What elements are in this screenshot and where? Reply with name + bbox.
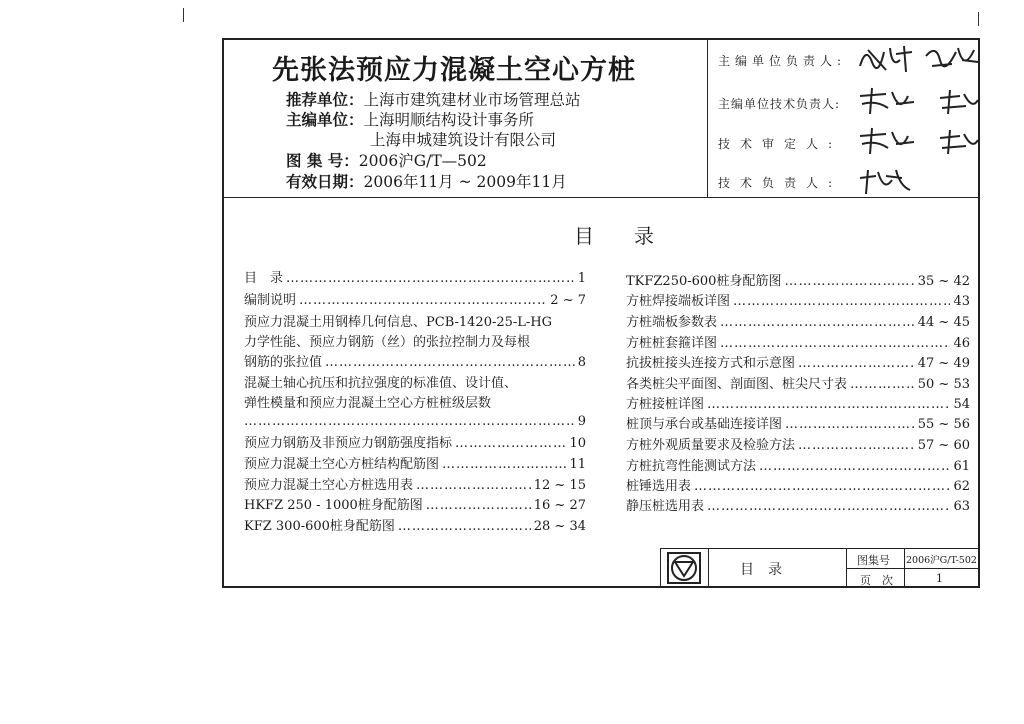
toc-entry-page: 63 xyxy=(953,499,970,514)
toc-entry[interactable] xyxy=(244,494,586,513)
leader-dots xyxy=(798,438,915,453)
toc-entry[interactable] xyxy=(244,267,586,286)
leader-dots xyxy=(798,356,915,371)
toc-entry-text: 各类桩尖平面图、剖面图、桩尖尺寸表 xyxy=(626,377,848,392)
toc-entry-text: HKFZ 250 - 1000桩身配筋图 xyxy=(244,498,423,513)
toc-entry-page: 2 ~ 7 xyxy=(550,293,586,308)
leader-dots xyxy=(720,336,950,351)
toc-entry-text: 预应力钢筋及非预应力钢筋强度指标 xyxy=(244,436,453,451)
toc-entry-text: 弹性模量和预应力混凝土空心方桩桩级层数 xyxy=(244,396,492,411)
tb-left-line xyxy=(660,548,661,588)
toc-entry-page: 62 xyxy=(953,479,970,494)
tb-atlas-value: 2006沪G/T-502 xyxy=(906,555,977,566)
toc-entry-page: 11 xyxy=(569,457,586,472)
leader-dots xyxy=(244,414,575,429)
leader-dots xyxy=(720,315,915,330)
tb-page-value: 1 xyxy=(936,572,943,585)
toc-entry-text: 方桩外观质量要求及检验方法 xyxy=(626,438,796,453)
leader-dots xyxy=(850,377,915,392)
toc-entry-text: TKFZ250-600桩身配筋图 xyxy=(626,274,782,289)
toc-entry[interactable] xyxy=(244,351,586,370)
leader-dots xyxy=(398,519,531,534)
toc-entry-text: 钢筋的张拉值 xyxy=(244,355,323,370)
toc-entry[interactable] xyxy=(626,270,970,289)
signature-4 xyxy=(856,166,916,198)
toc-entry-text: 桩锤选用表 xyxy=(626,479,692,494)
toc-entry-text: 方桩抗弯性能测试方法 xyxy=(626,459,757,474)
toc-entry-text: 抗拔桩接头连接方式和示意图 xyxy=(626,356,796,371)
leader-dots xyxy=(707,397,950,412)
toc-entry[interactable] xyxy=(244,289,586,308)
toc-entry-page: 28 ~ 34 xyxy=(533,519,586,534)
toc-entry[interactable] xyxy=(244,515,586,534)
toc-entry-page: 44 ~ 45 xyxy=(917,315,970,330)
toc-entry-text: 方桩端板参数表 xyxy=(626,315,718,330)
publisher-logo xyxy=(666,551,702,585)
toc-entry[interactable] xyxy=(244,311,586,330)
leader-dots xyxy=(785,417,915,432)
valid-value: 2006年11月 ~ 2009年11月 xyxy=(363,173,567,191)
leader-dots xyxy=(759,459,950,474)
toc-entry[interactable] xyxy=(244,372,586,391)
page-title: 先张法预应力混凝土空心方桩 xyxy=(272,55,636,86)
toc-entry-page: 54 xyxy=(953,397,970,412)
editor-label: 主编单位： xyxy=(286,110,364,129)
toc-entry[interactable] xyxy=(626,475,970,494)
toc-entry[interactable] xyxy=(626,352,970,371)
recommend-value: 上海市建筑建材业市场管理总站 xyxy=(363,91,581,109)
toc-entry[interactable] xyxy=(626,373,970,392)
toc-entry-page: 10 xyxy=(569,436,586,451)
toc-entry-page: 61 xyxy=(953,459,970,474)
toc-entry-text: 预应力混凝土空心方桩选用表 xyxy=(244,478,414,493)
leader-dots xyxy=(325,355,575,370)
signature-3 xyxy=(856,126,981,158)
toc-entry-page: 47 ~ 49 xyxy=(917,356,970,371)
editor-line xyxy=(286,110,534,130)
toc-entry[interactable] xyxy=(626,455,970,474)
toc-entry[interactable] xyxy=(244,474,586,493)
recommend-label: 推荐单位： xyxy=(286,90,364,109)
toc-entry-page: 50 ~ 53 xyxy=(917,377,970,392)
toc-entry[interactable] xyxy=(244,414,586,433)
toc-entry-text: 目 录 xyxy=(244,271,284,286)
leader-dots xyxy=(299,293,547,308)
valid-label: 有效日期： xyxy=(286,172,364,191)
toc-entry-page: 1 xyxy=(577,271,586,286)
leader-dots xyxy=(442,457,566,472)
toc-entry-page: 12 ~ 15 xyxy=(533,478,586,493)
toc-entry-text: 静压桩选用表 xyxy=(626,499,705,514)
toc-entry[interactable] xyxy=(626,332,970,351)
toc-entry[interactable] xyxy=(626,495,970,514)
toc-entry-text: 混凝土轴心抗压和抗拉强度的标准值、设计值、 xyxy=(244,376,518,391)
toc-entry-text: 桩顶与承台或基础连接详图 xyxy=(626,417,783,432)
atlas-value: 2006沪G/T—502 xyxy=(358,152,487,170)
toc-entry-text: 预应力混凝土空心方桩结构配筋图 xyxy=(244,457,440,472)
leader-dots xyxy=(286,271,575,286)
toc-entry-page: 8 xyxy=(577,355,586,370)
toc-entry-page: 57 ~ 60 xyxy=(917,438,970,453)
toc-entry-text: KFZ 300-600桩身配筋图 xyxy=(244,519,395,534)
toc-entry-page: 55 ~ 56 xyxy=(917,417,970,432)
toc-entry-text: 方桩接桩详图 xyxy=(626,397,705,412)
editor-line-2 xyxy=(370,130,556,150)
toc-entry[interactable] xyxy=(626,393,970,412)
tb-line-logo xyxy=(708,548,709,588)
toc-entry[interactable] xyxy=(244,453,586,472)
toc-entry-text: 编制说明 xyxy=(244,293,297,308)
leader-dots xyxy=(694,479,950,494)
editor-value-2: 上海申城建筑设计有限公司 xyxy=(370,131,557,149)
toc-entry[interactable] xyxy=(244,432,586,451)
toc-entry[interactable] xyxy=(626,434,970,453)
toc-entry-page: 16 ~ 27 xyxy=(533,498,586,513)
tb-page-label: 页 次 xyxy=(860,574,893,587)
toc-entry-text: 力学性能、预应力钢筋（丝）的张拉控制力及每根 xyxy=(244,335,531,350)
toc-entry-text: 方桩焊接端板详图 xyxy=(626,294,731,309)
resp-label-1: 主编单位负责人: xyxy=(718,54,847,68)
scan-mark-top xyxy=(183,8,184,22)
toc-entry-text: 预应力混凝土用钢棒几何信息、PCB-1420-25-L-HG xyxy=(244,315,553,330)
tb-drawing-name: 目 录 xyxy=(740,562,782,578)
header-divider-vertical xyxy=(707,38,708,198)
toc-entry[interactable] xyxy=(244,331,586,350)
valid-line xyxy=(286,172,567,192)
leader-dots xyxy=(426,498,531,513)
scan-mark-right xyxy=(978,12,979,26)
tb-mid-line xyxy=(846,568,980,569)
resp-label-3: 技术审定人: xyxy=(718,137,843,151)
toc-entry[interactable] xyxy=(626,290,970,309)
editor-value-1: 上海明顺结构设计事务所 xyxy=(363,111,535,129)
toc-entry-page: 9 xyxy=(577,414,586,429)
leader-dots xyxy=(455,436,566,451)
toc-entry[interactable] xyxy=(244,392,586,411)
leader-dots xyxy=(416,478,531,493)
toc-entry[interactable] xyxy=(626,311,970,330)
toc-entry-page: 46 xyxy=(953,336,970,351)
toc-entry-page: 43 xyxy=(953,294,970,309)
atlas-line xyxy=(286,151,487,171)
leader-dots xyxy=(784,274,914,289)
atlas-label: 图 集 号： xyxy=(286,151,359,170)
toc-entry-text: 方桩桩套箍详图 xyxy=(626,336,718,351)
signature-1 xyxy=(856,42,981,76)
leader-dots xyxy=(733,294,950,309)
toc-entry[interactable] xyxy=(626,413,970,432)
resp-label-2: 主编单位技术负责人: xyxy=(718,97,841,111)
resp-label-4: 技术负责人: xyxy=(718,176,843,190)
toc-heading: 目 录 xyxy=(574,224,654,248)
leader-dots xyxy=(707,499,950,514)
toc-entry-page: 35 ~ 42 xyxy=(917,274,970,289)
tb-atlas-label: 图集号 xyxy=(857,554,890,567)
recommend-line xyxy=(286,90,581,110)
signature-2 xyxy=(856,86,981,118)
